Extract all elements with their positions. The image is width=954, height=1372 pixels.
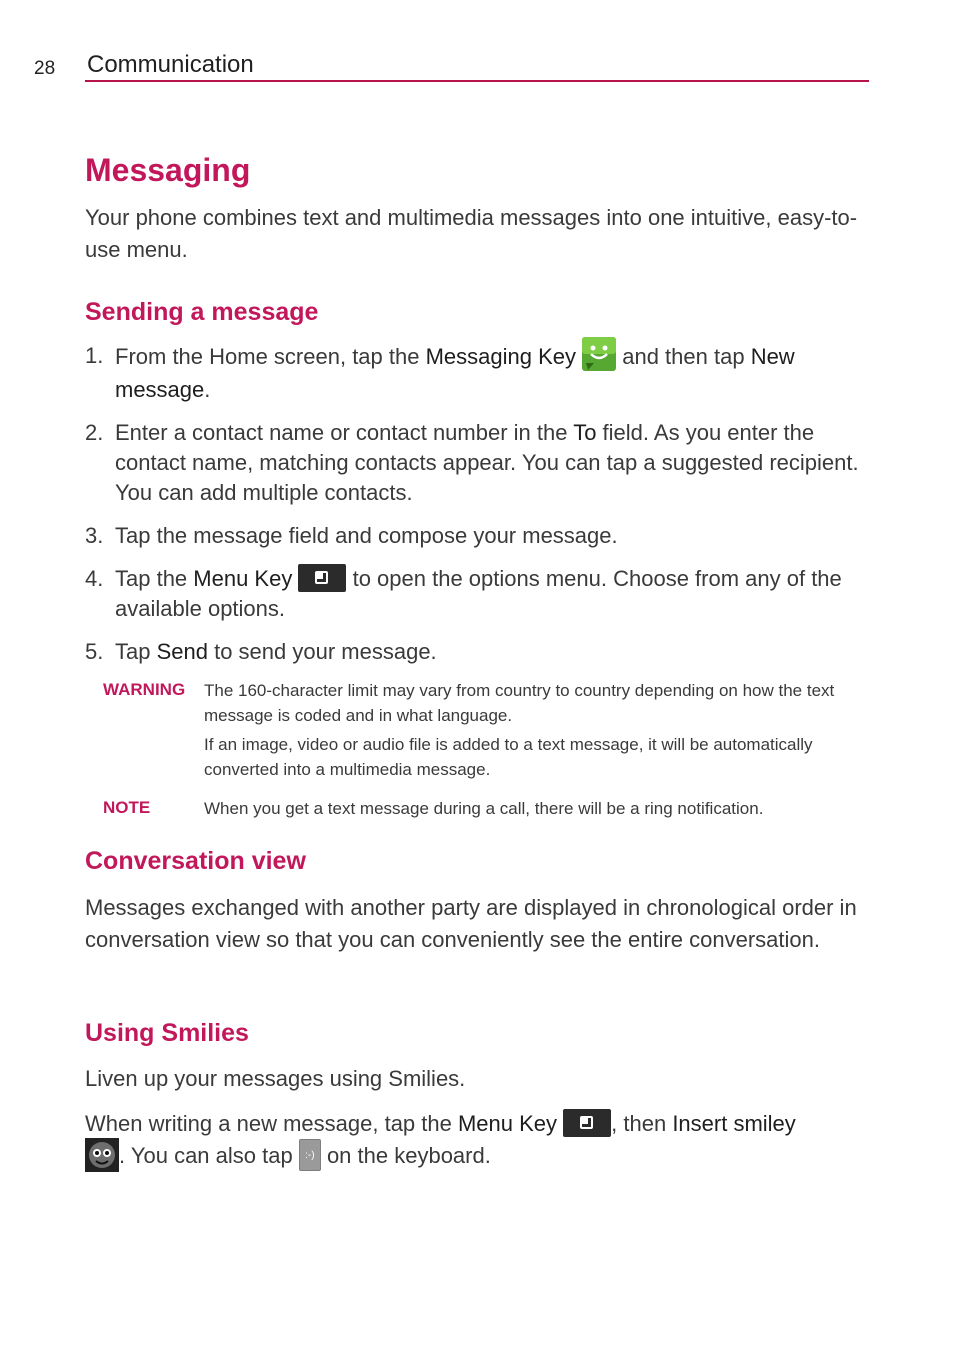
conversation-heading: Conversation view xyxy=(85,847,306,875)
messaging-key-icon xyxy=(582,337,616,371)
smilies-instructions: When writing a new message, tap the Menu Key , then Insert smiley . You can also tap :-) on the keyboard. xyxy=(85,1108,875,1174)
step-4: 4. Tap the Menu Key to open the options menu. Choose from any of the available options. xyxy=(85,566,842,622)
smilies-heading: Using Smilies xyxy=(85,1019,249,1047)
step-2: 2. Enter a contact name or contact number in the To field. As you enter the contact name, matching contacts appear. You can tap a suggested recipient. You can add multiple contacts. xyxy=(85,420,859,505)
smilies-intro: Liven up your messages using Smilies. xyxy=(85,1066,466,1091)
intro-paragraph: Your phone combines text and multimedia messages into one intuitive, easy-to-use menu. xyxy=(85,205,858,262)
step-number: 1. xyxy=(85,343,104,368)
step-number: 3. xyxy=(85,523,104,548)
warning-text-1: The 160-character limit may vary from country to country depending on how the text message is coded and in what language. xyxy=(204,681,835,725)
menu-key-icon xyxy=(563,1109,611,1137)
step-number: 2. xyxy=(85,420,104,445)
warning-text-2: If an image, video or audio file is added to a text message, it will be automatically converted into a multimedia message. xyxy=(204,735,813,779)
keyboard-smiley-key-icon: :-) xyxy=(299,1139,321,1171)
sending-steps xyxy=(85,341,875,667)
step-1: 1. From the Home screen, tap the Messaging Key and then tap New message. xyxy=(85,341,875,405)
sending-heading: Sending a message xyxy=(85,298,319,326)
step-5: 5. Tap Send to send your message. xyxy=(85,637,875,667)
section-title: Communication xyxy=(87,51,254,78)
note-text: When you get a text message during a call, there will be a ring notification. xyxy=(204,799,764,818)
note-label: NOTE xyxy=(103,798,151,817)
page-title: Messaging xyxy=(85,152,251,188)
insert-smiley-icon xyxy=(85,1138,119,1172)
step-3: 3. Tap the message field and compose your message. xyxy=(85,521,875,551)
step-number: 5. xyxy=(85,639,104,665)
warning-label: WARNING xyxy=(103,680,186,699)
header-divider xyxy=(85,80,869,82)
conversation-paragraph: Messages exchanged with another party are displayed in chronological order in conversation view so that you can conveniently see the entire conversation. xyxy=(85,895,857,952)
menu-key-icon xyxy=(298,564,346,592)
page-number: 28 xyxy=(34,58,56,79)
step-number: 4. xyxy=(85,566,104,591)
